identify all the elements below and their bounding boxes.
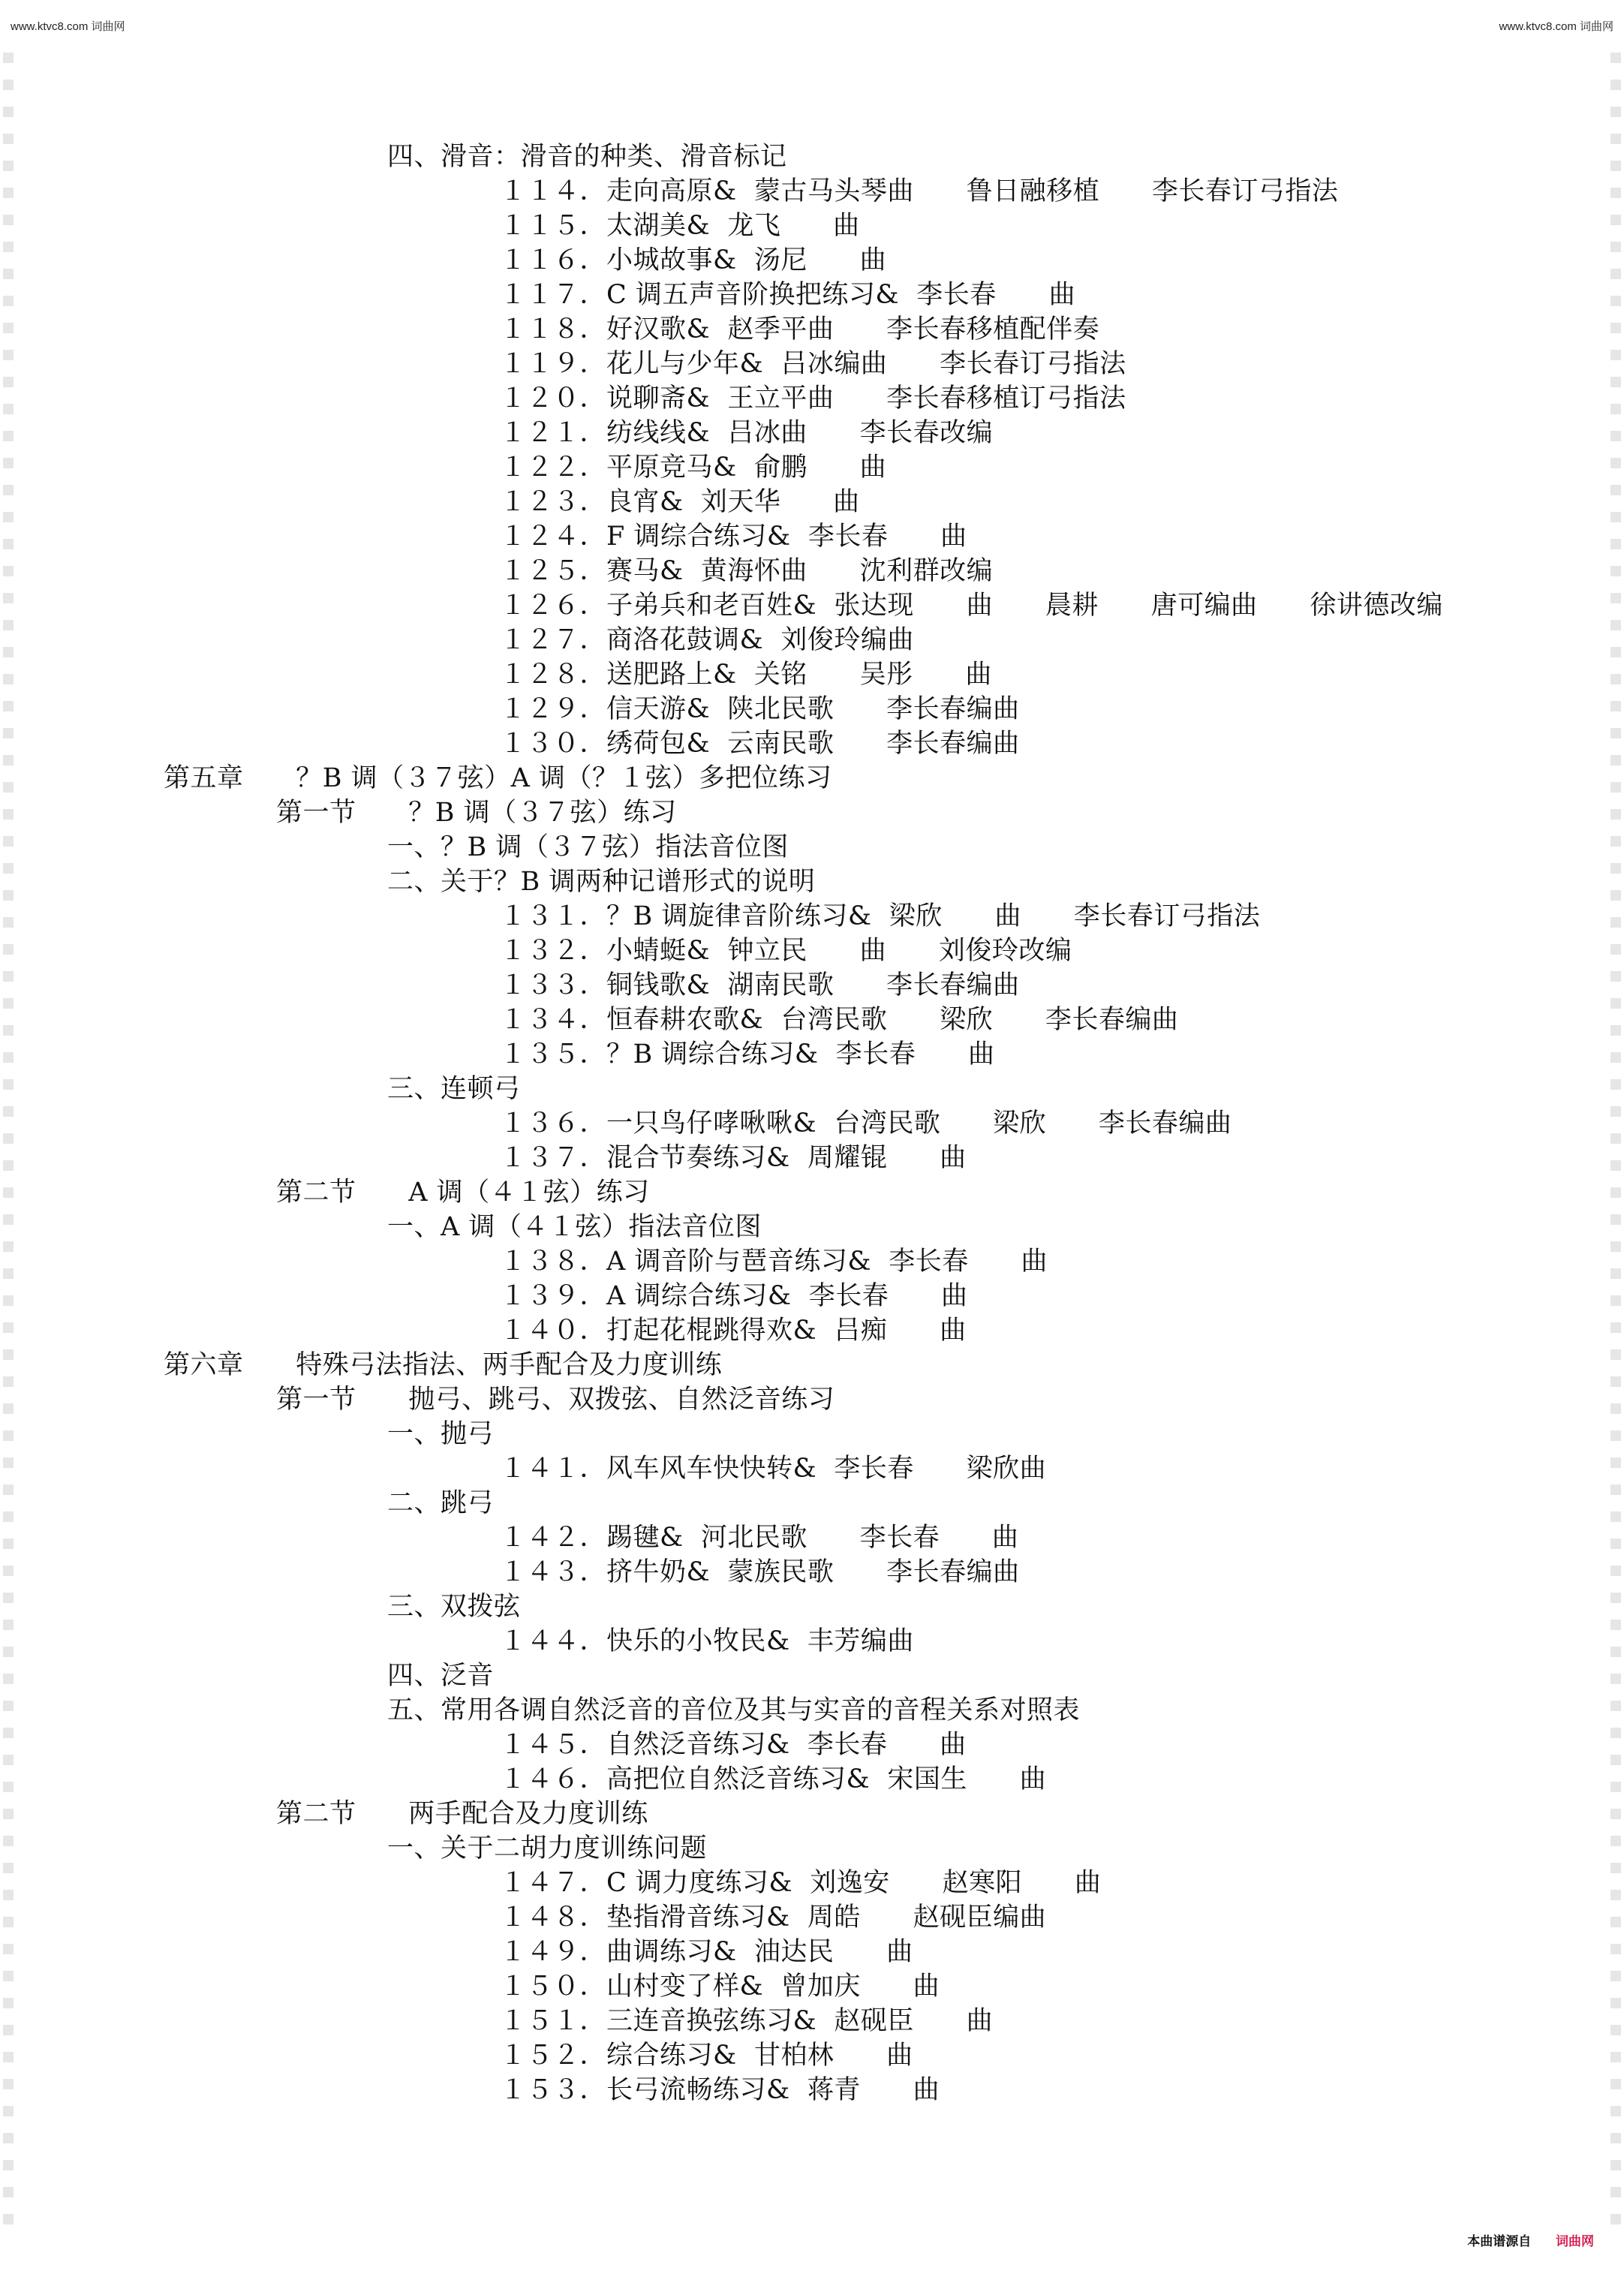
exercise-entry: １３６．一只鸟仔哮啾啾& 台湾民歌 梁欣 李长春编曲 xyxy=(500,1108,1232,1139)
exercise-entry: １２２．平原竞马& 俞鹏 曲 xyxy=(500,453,887,483)
exercise-entry: １３９．A 调综合练习& 李长春 曲 xyxy=(500,1281,968,1311)
topic-heading: 三、连顿弓 xyxy=(387,1074,521,1104)
exercise-entry: １２８．送肥路上& 关铭 吴彤 曲 xyxy=(500,660,992,690)
exercise-entry: １２９．信天游& 陕北民歌 李长春编曲 xyxy=(500,694,1020,724)
footer-source xyxy=(1467,2230,1594,2249)
exercise-entry: １１８．好汉歌& 赵季平曲 李长春移植配伴奏 xyxy=(500,314,1100,344)
chapter-heading: 第六章 特殊弓法指法、两手配合及力度训练 xyxy=(164,1350,723,1380)
exercise-entry: １１７．C 调五声音阶换把练习& 李长春 曲 xyxy=(500,280,1076,310)
exercise-entry: １４０．打起花棍跳得欢& 吕痴 曲 xyxy=(500,1316,967,1346)
exercise-entry: １４３．挤牛奶& 蒙族民歌 李长春编曲 xyxy=(500,1557,1020,1587)
exercise-entry: １３１．？B 调旋律音阶练习& 梁欣 曲 李长春订弓指法 xyxy=(500,901,1261,931)
exercise-entry: １１６．小城故事& 汤尼 曲 xyxy=(500,245,887,275)
exercise-entry: １２７．商洛花鼓调& 刘俊玲编曲 xyxy=(500,625,914,655)
topic-heading: 三、双拨弦 xyxy=(387,1592,521,1622)
exercise-entry: １５１．三连音换弦练习& 赵砚臣 曲 xyxy=(500,2006,994,2036)
topic-heading: 一、？B 调（３７弦）指法音位图 xyxy=(387,832,789,862)
topic-heading: 一、A 调（４１弦）指法音位图 xyxy=(387,1212,762,1242)
section-heading: 第二节 A 调（４１弦）练习 xyxy=(276,1178,650,1208)
exercise-entry: １４８．垫指滑音练习& 周皓 赵砚臣编曲 xyxy=(500,1903,1047,1933)
footer-brand: 词曲网 xyxy=(1556,2234,1594,2248)
topic-heading: 一、抛弓 xyxy=(387,1419,495,1449)
exercise-entry: １２６．子弟兵和老百姓& 张达现 曲 晨耕 唐可编曲 徐讲德改编 xyxy=(500,591,1443,621)
exercise-entry: １３２．小蜻蜓& 钟立民 曲 刘俊玲改编 xyxy=(500,936,1072,966)
exercise-entry: １２１．纺线线& 吕冰曲 李长春改编 xyxy=(500,418,994,448)
exercise-entry: １４１．风车风车快快转& 李长春 梁欣曲 xyxy=(500,1454,1047,1484)
site-header-right: www.ktvc8.com 词曲网 xyxy=(1499,20,1613,33)
section-heading: 第一节 ？B 调（３７弦）练习 xyxy=(276,798,677,828)
exercise-entry: １３７．混合节奏练习& 周耀锟 曲 xyxy=(500,1143,967,1173)
exercise-entry: １５０．山村变了样& 曾加庆 曲 xyxy=(500,1972,940,2002)
exercise-entry: １４９．曲调练习& 油达民 曲 xyxy=(500,1937,913,1967)
exercise-entry: １２５．赛马& 黄海怀曲 沈利群改编 xyxy=(500,556,994,586)
site-header-left: www.ktvc8.com 词曲网 xyxy=(11,20,125,33)
exercise-entry: １３４．恒春耕农歌& 台湾民歌 梁欣 李长春编曲 xyxy=(500,1005,1179,1035)
exercise-entry: １１９．花儿与少年& 吕冰编曲 李长春订弓指法 xyxy=(500,349,1126,379)
exercise-entry: １３８．A 调音阶与琶音练习& 李长春 曲 xyxy=(500,1247,1048,1277)
section-heading: 第二节 两手配合及力度训练 xyxy=(276,1799,648,1829)
chapter-heading: 第五章 ？B 调（３７弦）A 调（？１弦）多把位练习 xyxy=(164,763,832,793)
topic-heading: 二、跳弓 xyxy=(387,1488,495,1518)
exercise-entry: １１５．太湖美& 龙飞 曲 xyxy=(500,211,860,241)
topic-heading: 四、滑音：滑音的种类、滑音标记 xyxy=(387,142,787,172)
exercise-entry: １４６．高把位自然泛音练习& 宋国生 曲 xyxy=(500,1764,1047,1794)
topic-heading: 二、关于？B 调两种记谱形式的说明 xyxy=(387,867,816,897)
exercise-entry: １３０．绣荷包& 云南民歌 李长春编曲 xyxy=(500,729,1020,759)
exercise-entry: １２３．良宵& 刘天华 曲 xyxy=(500,487,860,517)
topic-heading: 四、泛音 xyxy=(387,1661,495,1691)
footer-source-label: 本曲谱源自 xyxy=(1467,2234,1532,2248)
exercise-entry: １２０．说聊斋& 王立平曲 李长春移植订弓指法 xyxy=(500,384,1126,414)
exercise-entry: １３３．铜钱歌& 湖南民歌 李长春编曲 xyxy=(500,970,1020,1000)
exercise-entry: １２４．F 调综合练习& 李长春 曲 xyxy=(500,522,967,552)
topic-heading: 一、关于二胡力度训练问题 xyxy=(387,1833,708,1863)
topic-heading: 五、常用各调自然泛音的音位及其与实音的音程关系对照表 xyxy=(387,1695,1081,1725)
exercise-entry: １４４．快乐的小牧民& 丰芳编曲 xyxy=(500,1626,914,1656)
exercise-entry: １４５．自然泛音练习& 李长春 曲 xyxy=(500,1730,967,1760)
exercise-entry: １１４．走向高原& 蒙古马头琴曲 鲁日融移植 李长春订弓指法 xyxy=(500,176,1339,206)
left-margin-watermark-strip xyxy=(3,53,14,2229)
exercise-entry: １３５．？B 调综合练习& 李长春 曲 xyxy=(500,1039,995,1069)
exercise-entry: １４２．踢毽& 河北民歌 李长春 曲 xyxy=(500,1523,1019,1553)
right-margin-watermark-strip xyxy=(1610,53,1621,2229)
exercise-entry: １４７．C 调力度练习& 刘逸安 赵寒阳 曲 xyxy=(500,1868,1102,1898)
section-heading: 第一节 抛弓、跳弓、双拨弦、自然泛音练习 xyxy=(276,1385,835,1415)
exercise-entry: １５２．综合练习& 甘柏林 曲 xyxy=(500,2041,913,2071)
exercise-entry: １５３．长弓流畅练习& 蒋青 曲 xyxy=(500,2075,940,2105)
